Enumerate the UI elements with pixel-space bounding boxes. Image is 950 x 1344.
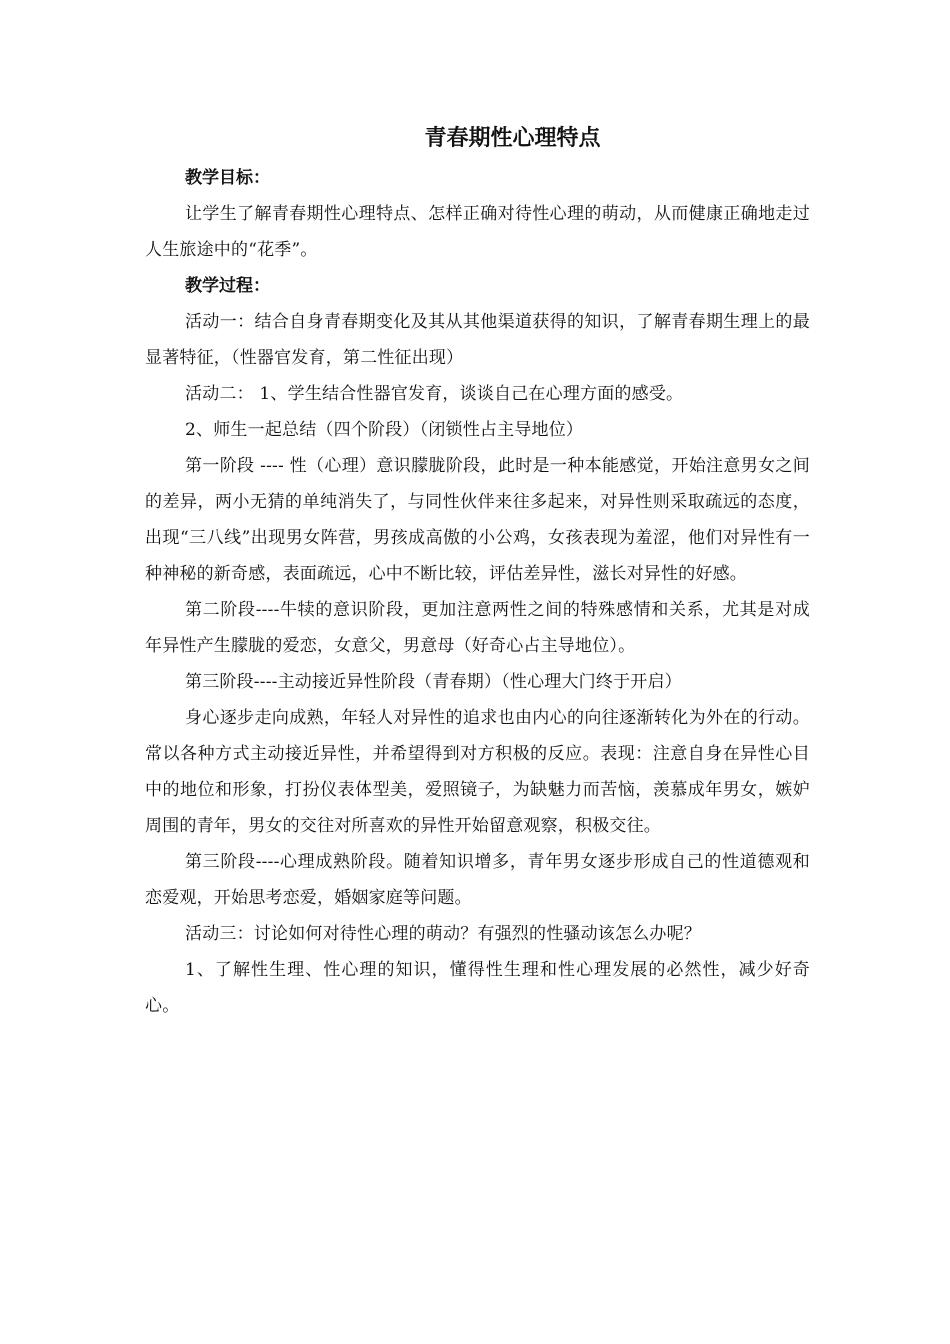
paragraph-summary-stages: 2、师生一起总结（四个阶段）（闭锁性占主导地位） <box>185 420 584 440</box>
paragraph-point-1: 1、了解性生理、性心理的知识，懂得性生理和性心理发展的必然性，减少好奇心。 <box>145 960 810 1016</box>
paragraph-stage-4: 第三阶段----心理成熟阶段。随着知识增多，青年男女逐步形成自己的性道德观和恋爱观，开始思考恋爱，婚姻家庭等问题。 <box>145 852 810 908</box>
paragraph-activity-3: 活动三：讨论如何对待性心理的萌动？有强烈的性骚动该怎么办呢？ <box>185 924 701 944</box>
document-title: 青春期性心理特点 <box>424 125 601 151</box>
paragraph-goals: 让学生了解青春期性心理特点、怎样正确对待性心理的萌动，从而健康正确地走过人生旅途中的“花季”。 <box>145 204 810 260</box>
paragraph-activity-2: 活动二： 1、学生结合性器官发育，谈谈自己在心理方面的感受。 <box>185 384 684 404</box>
paragraph-stage-1: 第一阶段 ---- 性（心理）意识朦胧阶段，此时是一种本能感觉，开始注意男女之间的差异，两小无猜的单纯消失了，与同性伙伴来往多起来，对异性则采取疏远的态度，出现“三八线”出现男女阵营，男孩成高傲的小公鸡，女孩表现为羞涩，他们对异性有一种神秘的新奇感，表面疏远，心中不断比较，评估差异性，滋长对异性的好感。 <box>145 456 810 584</box>
paragraph-activity-1: 活动一：结合自身青春期变化及其从其他渠道获得的知识，了解青春期生理上的最显著特征，（性器官发育，第二性征出现） <box>145 312 810 368</box>
paragraph-stage-3-body: 身心逐步走向成熟，年轻人对异性的追求也由内心的向往逐渐转化为外在的行动。常以各种方式主动接近异性，并希望得到对方积极的反应。表现：注意自身在异性心目中的地位和形象，打扮仪表体型美，爱照镜子，为缺魅力而苦恼，羡慕成年男女，嫉妒周围的青年，男女的交往对所喜欢的异性开始留意观察，积极交往。 <box>145 708 810 836</box>
document-page <box>145 118 810 1024</box>
paragraph-stage-2: 第二阶段----牛犊的意识阶段，更加注意两性之间的特殊感情和关系，尤其是对成年异性产生朦胧的爱恋，女意父，男意母（好奇心占主导地位）。 <box>145 600 810 656</box>
heading-teaching-process: 教学过程： <box>185 276 270 296</box>
paragraph-stage-3-title: 第三阶段----主动接近异性阶段（青春期）（性心理大门终于开启） <box>185 672 682 692</box>
heading-teaching-goals: 教学目标： <box>185 168 270 188</box>
